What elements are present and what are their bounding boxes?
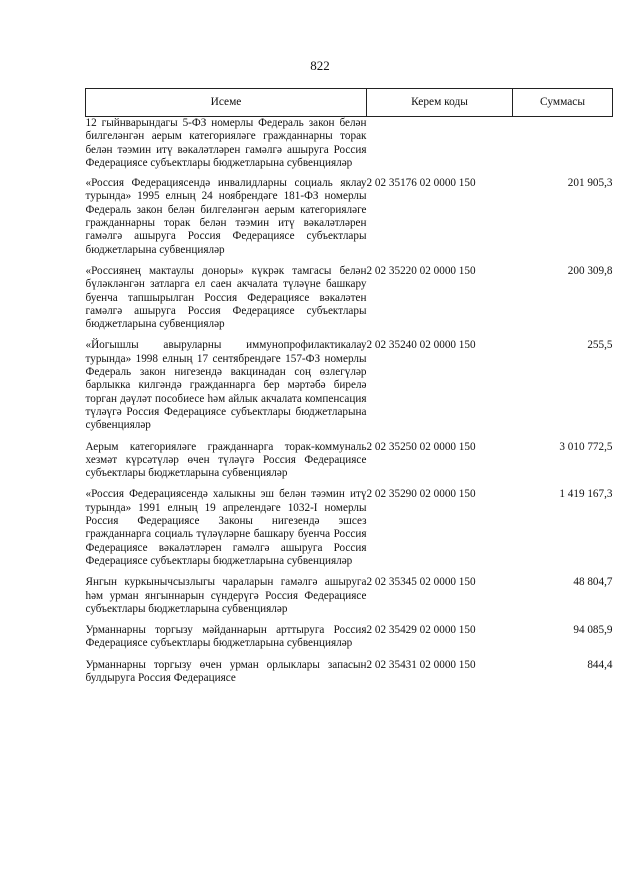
row-sum: 3 010 772,5 bbox=[559, 440, 613, 453]
row-sum: 200 309,8 bbox=[567, 264, 613, 277]
row-name: Урманнарны торгызу өчен урман орлыклары запасын булдыруга Россия Федерациясе bbox=[85, 658, 367, 684]
table-row bbox=[86, 659, 613, 694]
row-sum: 48 804,7 bbox=[573, 576, 613, 589]
row-name: «Йогышлы авыруларны иммунопрофилактикалау турында» 1998 елның 17 сентябрендәге 157-ФЗ номерлы Федераль закон нигезендә вакцинадан соң өзлегүләр барлыкка килгәндә гражданнарга бер мәртәбә бирелә торган дәүләт пособиесе һәм айлык акчалата компенсация түләүгә Россия Федерациясе субъектлары бюджетларына субвенцияләр bbox=[85, 339, 367, 432]
table-row bbox=[86, 265, 613, 339]
row-code: 2 02 35345 02 0000 150 bbox=[366, 576, 476, 589]
row-code: 2 02 35240 02 0000 150 bbox=[366, 339, 476, 352]
row-code: 2 02 35290 02 0000 150 bbox=[366, 488, 476, 501]
row-code: 2 02 35250 02 0000 150 bbox=[366, 440, 476, 453]
header-code: Керем коды bbox=[367, 89, 513, 117]
table-row bbox=[86, 488, 613, 576]
budget-table bbox=[85, 88, 613, 693]
row-name: «Россия Федерациясендә инвалидларны социаль яклау турында» 1995 елның 24 ноябрендәге 181-ФЗ номерлы Федераль закон белән билгеләнгән аерым категорияләге гражданнарны торак белән тәэмин итү вәкаләтләрен гамәлгә ашыруга Россия Федерациясе субъектлары бюджетларына субвенцияләр bbox=[85, 177, 367, 256]
page-number: 822 bbox=[310, 58, 330, 73]
row-name: Урманнарны торгызу мәйданнарын арттыруга Россия Федерациясе субъектлары бюджетларына субвенцияләр bbox=[85, 624, 367, 650]
row-sum: 844,4 bbox=[587, 658, 613, 671]
row-code: 2 02 35431 02 0000 150 bbox=[366, 658, 476, 671]
row-sum: 94 085,9 bbox=[573, 624, 613, 637]
row-sum bbox=[513, 117, 613, 178]
row-code: 2 02 35429 02 0000 150 bbox=[366, 624, 476, 637]
header-sum: Суммасы bbox=[513, 89, 613, 117]
table-row bbox=[86, 624, 613, 659]
row-name: «Россиянең мактаулы доноры» күкрәк тамгасы белән бүләкләнгән затларга ел саен акчалата түләүне башкару буенча тапшырылган Россия Федерациясе вәкаләтен гамәлгә ашыруга Россия Федерациясе субъектлары бюджетларына субвенцияләр bbox=[85, 264, 367, 331]
row-name: 12 гыйнварындагы 5-ФЗ номерлы Федераль закон белән билгеләнгән аерым категорияләге гражданнарны торак белән тәэмин итү вәкаләтләрен гамәлгә ашыруга Россия Федерациясе субъектлары бюджетларына субвенцияләр bbox=[85, 117, 367, 169]
row-code bbox=[367, 117, 513, 178]
row-code: 2 02 35220 02 0000 150 bbox=[366, 264, 476, 277]
row-sum: 1 419 167,3 bbox=[559, 488, 613, 501]
table-row bbox=[86, 441, 613, 489]
row-name: Янгын куркынычсызлыгы чараларын гамәлгә ашыруга һәм урман янгыннарын сүндерүгә Россия Федерациясе субъектлары бюджетларына субвенцияләр bbox=[85, 576, 367, 615]
row-name: Аерым категорияләге гражданнарга торак-коммуналь хезмәт күрсәтүләр өчен түләүгә Россия Федерациясе субъектлары бюджетларына субвенцияләр bbox=[85, 440, 367, 480]
table-row bbox=[86, 576, 613, 624]
row-sum: 201 905,3 bbox=[567, 177, 613, 190]
header-name: Исеме bbox=[86, 89, 367, 117]
table-header-row bbox=[86, 89, 613, 117]
table-row bbox=[86, 177, 613, 265]
table-row bbox=[86, 117, 613, 178]
row-sum: 255,5 bbox=[587, 339, 613, 352]
row-name: «Россия Федерациясендә халыкны эш белән тәэмин итү турында» 1991 елның 19 апрелендәге 1032-I номерлы Россия Федерациясе Законы нигезендә эшсез гражданнарга социаль түләүләрне башкару буенча Россия Федерациясе вәкаләтләрен гамәлгә ашыруга Россия Федерациясе субъектлары бюджетларына субвенцияләр bbox=[85, 488, 367, 567]
table-row bbox=[86, 339, 613, 440]
row-code: 2 02 35176 02 0000 150 bbox=[366, 177, 476, 190]
